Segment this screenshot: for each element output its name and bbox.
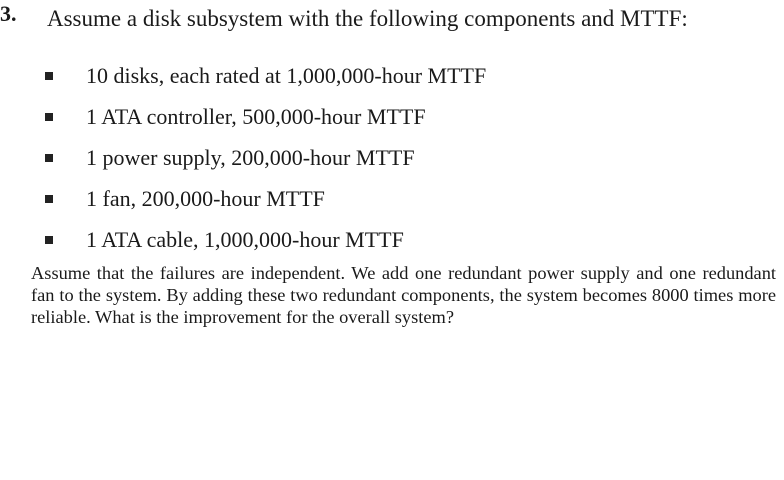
square-bullet-icon	[45, 236, 53, 244]
component-text: 1 power supply, 200,000-hour MTTF	[86, 144, 415, 170]
list-item	[44, 219, 486, 260]
component-text: 10 disks, each rated at 1,000,000-hour MTTF	[86, 62, 487, 88]
component-text: 1 ATA cable, 1,000,000-hour MTTF	[86, 226, 404, 252]
square-bullet-icon	[45, 72, 53, 80]
square-bullet-icon	[45, 195, 53, 203]
list-item	[44, 96, 486, 137]
question-number: 3.	[0, 1, 17, 26]
list-item	[44, 137, 486, 178]
question-intro: Assume a disk subsystem with the following components and MTTF:	[47, 6, 688, 31]
component-list	[44, 55, 486, 260]
component-text: 1 ATA controller, 500,000-hour MTTF	[86, 103, 426, 129]
square-bullet-icon	[45, 154, 53, 162]
list-item	[44, 178, 486, 219]
list-item	[44, 55, 486, 96]
component-text: 1 fan, 200,000-hour MTTF	[86, 185, 325, 211]
square-bullet-icon	[45, 113, 53, 121]
question-paragraph: Assume that the failures are independent. We add one redundant power supply and one redundant fan to the system. By adding these two redundant components, the system becomes 8000 times more reliable. What is the improvement for the overall system?	[31, 263, 776, 327]
